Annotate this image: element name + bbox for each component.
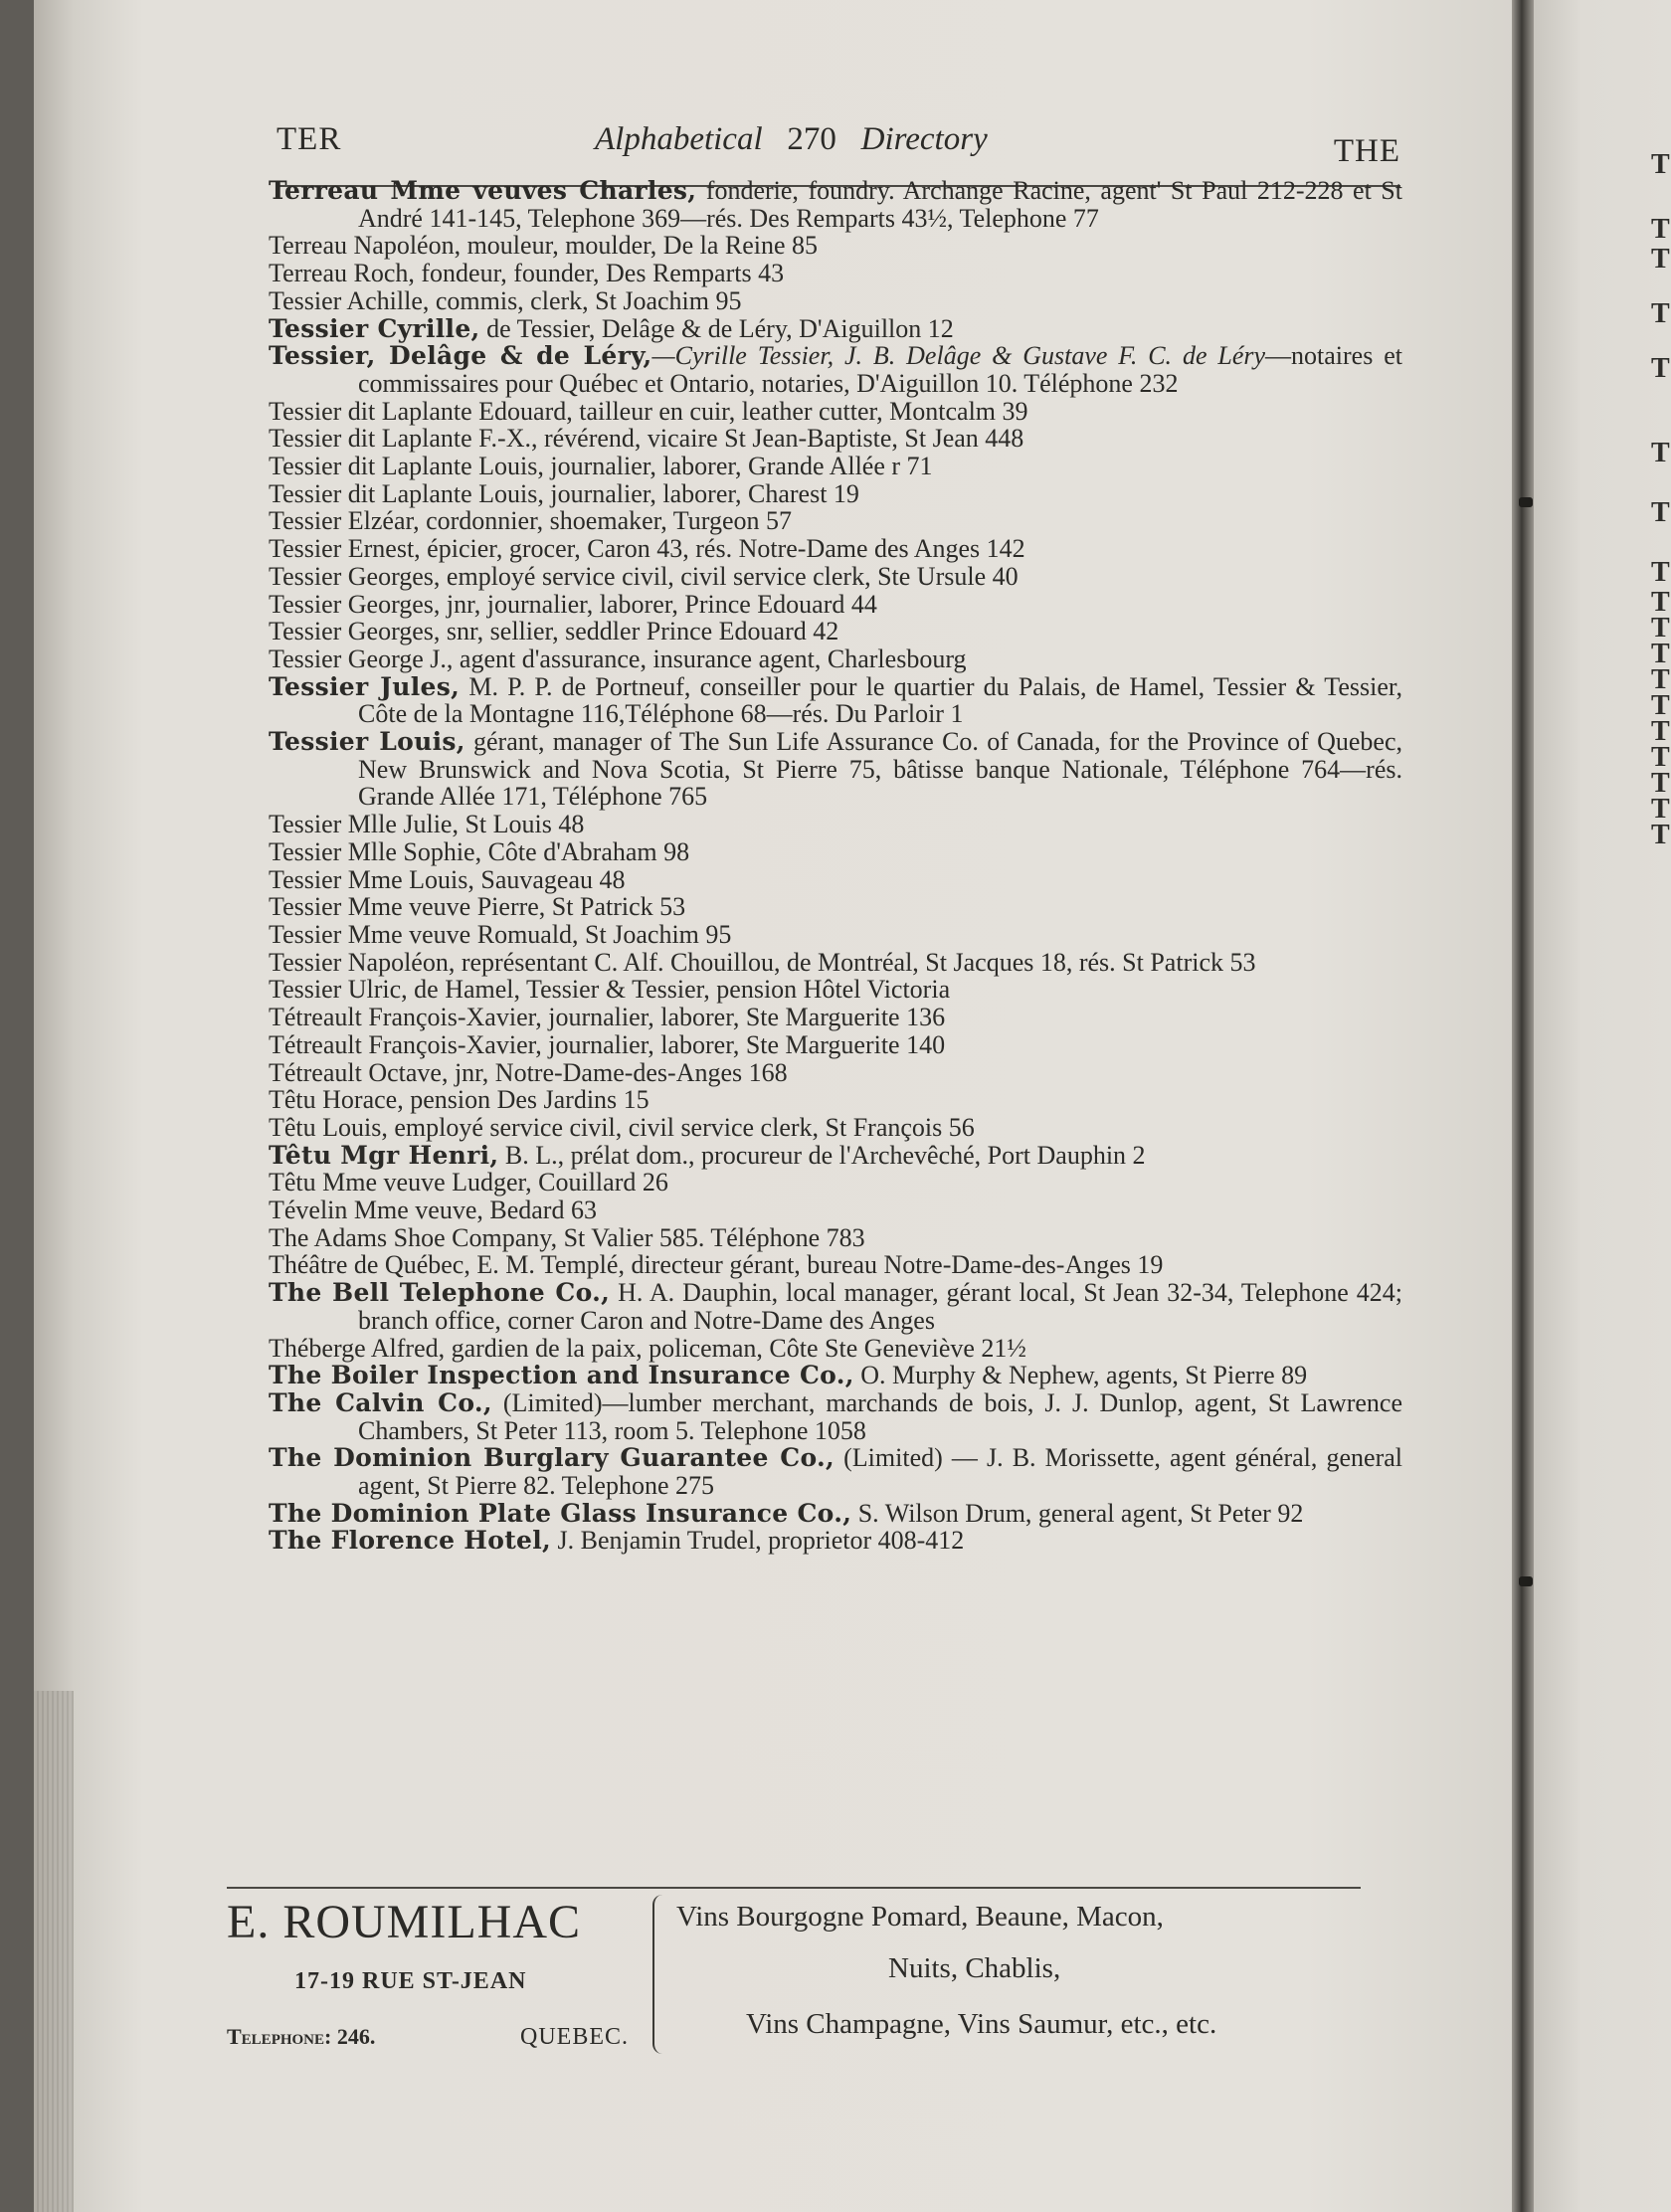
advertisement (227, 1895, 1361, 2064)
facing-page (1534, 0, 1671, 2212)
entry-name: The Calvin Co., (269, 1387, 492, 1417)
entry-text: Tessier dit Laplante F.-X., révérend, vicaire St Jean-Baptiste, St Jean 448 (269, 424, 1024, 454)
facing-page-fragment: T (1651, 214, 1670, 245)
running-header (277, 117, 1400, 167)
facing-page-fragment: T (1651, 587, 1670, 618)
directory-entry (269, 811, 1402, 838)
header-right-guide: THE (1333, 133, 1400, 169)
entry-partners: —Cyrille Tessier, J. B. Delâge & Gustave F. C. de Léry (651, 341, 1266, 371)
binding-thread (1519, 1576, 1533, 1586)
entry-name: Tessier Cyrille, (269, 313, 480, 343)
entry-text: gérant, manager of The Sun Life Assurance Co. of Canada, for the Province of Quebec, New Brunswick and Nova Scotia, St Pierre 75, bâtisse banque Nationale, Téléphone 764—rés. Grande Allée 171, Téléphone 765 (358, 727, 1402, 812)
entry-text: Théberge Alfred, gardien de la paix, policeman, Côte Ste Geneviève 21½ (269, 1333, 1026, 1363)
directory-entry (269, 673, 1402, 728)
facing-page-fragment: T (1651, 438, 1670, 468)
page-number: 270 (787, 121, 836, 157)
directory-entry (269, 976, 1402, 1004)
directory-entry (269, 1389, 1402, 1444)
directory-entry (269, 507, 1402, 535)
facing-page-fragment: T (1651, 716, 1670, 747)
entry-text: Tessier Ernest, épicier, grocer, Caron 43, rés. Notre-Dame des Anges 142 (269, 534, 1025, 564)
directory-entry (269, 838, 1402, 866)
directory-entry (269, 893, 1402, 921)
ad-city: QUEBEC. (520, 2024, 629, 2050)
facing-page-fragment: T (1651, 768, 1670, 799)
binding-thread (1519, 497, 1533, 507)
entry-text: Tessier Georges, employé service civil, civil service clerk, Ste Ursule 40 (269, 561, 1019, 591)
ad-telephone: Telephone: 246. (227, 2024, 376, 2049)
entry-text: Tétreault François-Xavier, journalier, laborer, Ste Marguerite 136 (269, 1003, 946, 1032)
facing-page-fragment: T (1651, 149, 1670, 180)
entry-name: Tessier Louis, (269, 727, 465, 757)
entry-text: Tessier Elzéar, cordonnier, shoemaker, Turgeon 57 (269, 506, 792, 536)
entry-text: Tessier Mlle Sophie, Côte d'Abraham 98 (269, 836, 690, 866)
facing-page-fragment: T (1651, 353, 1670, 384)
directory-entry (269, 177, 1402, 232)
entry-text: Tétreault François-Xavier, journalier, laborer, Ste Marguerite 140 (269, 1029, 946, 1059)
facing-page-fragment: T (1651, 298, 1670, 329)
entry-name: The Boiler Inspection and Insurance Co., (269, 1361, 854, 1390)
entry-text: Tessier Ulric, de Hamel, Tessier & Tessier, pension Hôtel Victoria (269, 975, 951, 1005)
directory-entry (269, 645, 1402, 673)
entry-text: fonderie, foundry. Archange Racine, agent' St Paul 212-228 et St André 141-145, Telephone 369—rés. Des Remparts 43½, Telephone 77 (358, 176, 1402, 233)
entry-name: Tessier, Delâge & de Léry, (269, 341, 652, 371)
entry-text: (Limited)—lumber merchant, marchands de bois, J. J. Dunlop, agent, St Lawrence Chambers, St Peter 113, room 5. Telephone 1058 (358, 1387, 1402, 1445)
entry-text: Têtu Mme veuve Ludger, Couillard 26 (269, 1168, 668, 1198)
directory-entry (269, 342, 1402, 397)
directory-entry (269, 1362, 1402, 1389)
entry-text: Tessier Mme Louis, Sauvageau 48 (269, 864, 626, 894)
entry-text: (Limited) — J. B. Morissette, agent général, general agent, St Pierre 82. Telephone 275 (358, 1443, 1402, 1501)
directory-entry (269, 1444, 1402, 1499)
advertisement-rule (227, 1887, 1361, 1889)
directory-entry (269, 591, 1402, 619)
directory-entry (269, 728, 1402, 811)
entry-text: Tessier dit Laplante Louis, journalier, laborer, Grande Allée r 71 (269, 452, 933, 481)
directory-entry (269, 1169, 1402, 1197)
directory-entry (269, 453, 1402, 480)
directory-entry (269, 315, 1402, 343)
entry-text: Tessier Achille, commis, clerk, St Joachim 95 (269, 285, 742, 315)
directory-entry (269, 398, 1402, 426)
directory-entry (269, 1251, 1402, 1279)
facing-page-fragment: T (1651, 794, 1670, 825)
entry-name: The Bell Telephone Co., (269, 1278, 611, 1308)
entry-text: Têtu Louis, employé service civil, civil service clerk, St François 56 (269, 1112, 975, 1142)
ad-brace (652, 1895, 670, 2054)
facing-page-fragment: T (1651, 639, 1670, 669)
facing-page-fragment: T (1651, 613, 1670, 644)
entry-name: The Florence Hotel, (269, 1526, 552, 1556)
entry-text: Théâtre de Québec, E. M. Templé, directeur gérant, bureau Notre-Dame-des-Anges 19 (269, 1250, 1164, 1280)
directory-entry (269, 232, 1402, 260)
directory-entry (269, 1031, 1402, 1059)
entry-name: Tessier Jules, (269, 671, 461, 701)
entry-text: Tessier dit Laplante Edouard, tailleur en cuir, leather cutter, Montcalm 39 (269, 396, 1028, 426)
entry-text: —notaires et commissaires pour Québec et Ontario, notaries, D'Aiguillon 10. Téléphone 232 (358, 341, 1402, 398)
facing-page-fragment: T (1651, 557, 1670, 588)
directory-entry (269, 1279, 1402, 1334)
facing-page-fragment: T (1651, 244, 1670, 275)
directory-entry (269, 921, 1402, 949)
entry-text: Têtu Horace, pension Des Jardins 15 (269, 1085, 650, 1115)
entry-text: Tessier George J., agent d'assurance, insurance agent, Charlesbourg (269, 644, 967, 673)
ad-company-name: E. ROUMILHAC (227, 1896, 581, 1948)
entry-name: Terreau Mme veuves Charles, (269, 176, 697, 205)
directory-entry (269, 1527, 1402, 1555)
directory-entry (269, 1004, 1402, 1031)
facing-page-fragment: T (1651, 742, 1670, 773)
entry-text: Tétreault Octave, jnr, Notre-Dame-des-Anges 168 (269, 1057, 788, 1087)
header-title-a: Alphabetical (595, 121, 763, 157)
directory-entry (269, 480, 1402, 508)
directory-entry (269, 866, 1402, 894)
facing-page-fragment: T (1651, 690, 1670, 721)
directory-entry (269, 425, 1402, 453)
entry-text: Tessier Mme veuve Romuald, St Joachim 95 (269, 919, 732, 949)
entry-text: Tessier Napoléon, représentant C. Alf. Chouillou, de Montréal, St Jacques 18, rés. St Patrick 53 (269, 947, 1256, 977)
directory-entry (269, 1197, 1402, 1224)
ad-wine-line-2: Nuits, Chablis, (888, 1952, 1061, 1984)
directory-entry (269, 618, 1402, 645)
ad-wine-line-1: Vins Bourgogne Pomard, Beaune, Macon, (676, 1901, 1164, 1933)
entry-name: The Dominion Plate Glass Insurance Co., (269, 1498, 852, 1528)
directory-entry (269, 535, 1402, 563)
entry-text: Tessier Mlle Julie, St Louis 48 (269, 810, 585, 839)
page-edge-stack (34, 1691, 74, 2212)
entry-text: B. L., prélat dom., procureur de l'Archevêché, Port Dauphin 2 (498, 1140, 1146, 1170)
entry-text: Tessier Georges, snr, sellier, seddler Prince Edouard 42 (269, 617, 839, 646)
directory-entries (269, 177, 1402, 1555)
directory-entry (269, 287, 1402, 315)
directory-entry (269, 1142, 1402, 1170)
entry-name: Têtu Mgr Henri, (269, 1140, 499, 1170)
entry-text: Terreau Roch, fondeur, founder, Des Remparts 43 (269, 259, 785, 288)
entry-text: Tessier Georges, jnr, journalier, laborer, Prince Edouard 44 (269, 589, 877, 619)
book-gutter (1512, 0, 1534, 2212)
ad-wine-line-3: Vins Champagne, Vins Saumur, etc., etc. (746, 2008, 1217, 2040)
facing-page-fragment: T (1651, 820, 1670, 850)
header-title (595, 121, 988, 158)
directory-entry (269, 1086, 1402, 1114)
entry-text: Tévelin Mme veuve, Bedard 63 (269, 1196, 597, 1225)
entry-text: The Adams Shoe Company, St Valier 585. Téléphone 783 (269, 1222, 865, 1252)
entry-text: de Tessier, Delâge & de Léry, D'Aiguillon 12 (479, 313, 954, 343)
directory-entry (269, 949, 1402, 977)
directory-entry (269, 563, 1402, 591)
entry-text: Tessier Mme veuve Pierre, St Patrick 53 (269, 892, 686, 922)
directory-entry (269, 1114, 1402, 1142)
directory-entry (269, 1224, 1402, 1252)
entry-text: Terreau Napoléon, mouleur, moulder, De la Reine 85 (269, 231, 819, 261)
header-left-guide: TER (277, 121, 342, 157)
entry-text: Tessier dit Laplante Louis, journalier, laborer, Charest 19 (269, 478, 859, 508)
entry-text: S. Wilson Drum, general agent, St Peter 92 (851, 1498, 1304, 1528)
directory-entry (269, 1059, 1402, 1087)
directory-entry (269, 260, 1402, 287)
entry-text: H. A. Dauphin, local manager, gérant local, St Jean 32-34, Telephone 424; branch office, corner Caron and Notre-Dame des Anges (358, 1278, 1402, 1335)
directory-entry (269, 1335, 1402, 1363)
entry-text: O. Murphy & Nephew, agents, St Pierre 89 (853, 1361, 1308, 1390)
header-title-b: Directory (860, 121, 988, 157)
entry-text: J. Benjamin Trudel, proprietor 408-412 (551, 1526, 965, 1556)
ad-address: 17-19 RUE ST-JEAN (294, 1968, 527, 1994)
entry-text: M. P. P. de Portneuf, conseiller pour le quartier du Palais, de Hamel, Tessier & Tessier, Côte de la Montagne 116,Téléphone 68—rés. Du Parloir 1 (358, 671, 1402, 729)
entry-name: The Dominion Burglary Guarantee Co., (269, 1443, 836, 1473)
facing-page-fragment: T (1651, 497, 1670, 528)
facing-page-fragment: T (1651, 664, 1670, 695)
directory-entry (269, 1500, 1402, 1528)
